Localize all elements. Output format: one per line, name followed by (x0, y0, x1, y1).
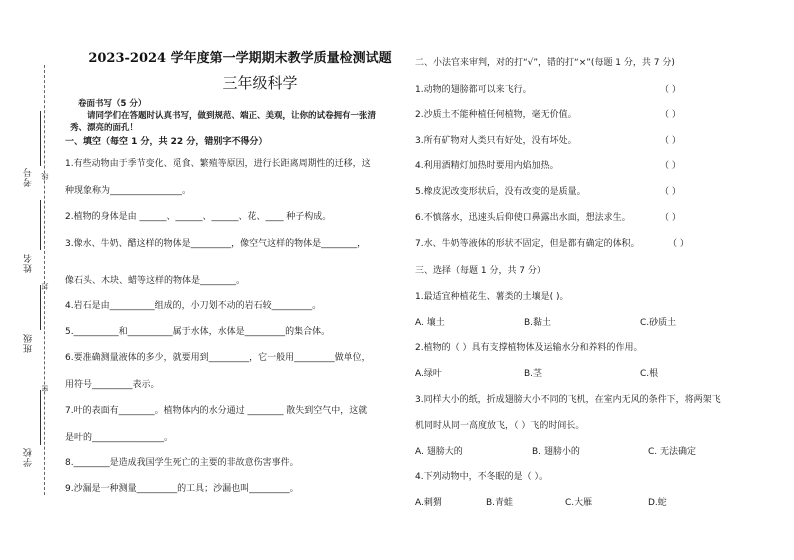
choice-question: 2.植物的（ ）具有支撑植物体及运输水分和养料的作用。 (415, 343, 643, 353)
fill-blank-question: 1.有些动物由于季节变化、觅食、繁殖等原因，进行长距离周期性的迁移，这 (65, 159, 371, 169)
binding-fill-line (40, 200, 41, 250)
choice-option: B.茎 (524, 369, 543, 379)
fill-blank-question: 像石头、木块、蜡等这样的物体是________。 (65, 276, 246, 286)
true-false-question: 3.所有矿物对人类只有好处，没有坏处。 (415, 136, 577, 146)
choice-option: A. 翅膀大的 (415, 447, 463, 457)
binding-fill-line (40, 111, 41, 166)
binding-field-exam-number: 考号 (24, 167, 34, 187)
choice-option: D.蛇 (648, 498, 667, 508)
binding-mark-secret: 密 (41, 385, 49, 392)
binding-field-class: 班级 (24, 333, 34, 353)
instruction-line: 请同学们在答题时认真书写，做到规范、端正、美观，让你的试卷拥有一张清 (87, 111, 377, 121)
answer-parentheses: （ ） (660, 187, 681, 197)
fill-blank-question: 5.__________和__________属于水体，水体是_________的集合体。 (65, 327, 331, 337)
choice-option: B. 翅膀小的 (532, 447, 580, 457)
choice-question: 4.下列动物中，不冬眠的是（ ）。 (415, 472, 548, 482)
answer-parentheses: （ ） (660, 85, 681, 95)
true-false-question: 4.利用酒精灯加热时要用内焰加热。 (415, 161, 559, 171)
choice-question: 机同时从同一高度放飞，（ ）飞的时间长。 (415, 421, 585, 431)
choice-option: B.青蛙 (486, 498, 514, 508)
choice-option: A. 壤土 (415, 318, 445, 328)
section-3-title: 三、选择（每题 1 分，共 7 分） (415, 266, 546, 276)
binding-field-school: 学校 (24, 447, 34, 467)
choice-question: 3.同样大小的纸，折成翅膀大小不同的飞机，在室内无风的条件下，将两架飞 (415, 395, 721, 405)
binding-margin (0, 55, 62, 495)
section-1-title: 一、填空（每空 1 分，共 22 分，错别字不得分） (65, 137, 268, 147)
fill-blank-question: 4.岩石是由__________组成的，小刀划不动的岩石较_________。 (65, 301, 322, 311)
binding-mark-line: 线 (41, 173, 49, 180)
true-false-question: 5.橡皮泥改变形状后，没有改变的是质量。 (415, 187, 586, 197)
choice-option: C.根 (640, 369, 659, 379)
choice-option: A.绿叶 (415, 369, 442, 379)
fill-blank-question: 是叶的________________。 (65, 433, 174, 443)
true-false-question: 2.沙质土不能种植任何植物，毫无价值。 (415, 110, 577, 120)
binding-field-name: 姓名 (24, 253, 34, 273)
binding-dashed-line (44, 65, 45, 495)
choice-option: C.砂质土 (640, 318, 677, 328)
fill-blank-question: 用符号_________表示。 (65, 380, 160, 390)
fill-blank-question: 9.沙漏是一种测量_________的工具；沙漏也叫_________。 (65, 484, 299, 494)
section-2-title: 二、小法官来审判，对的打“√”，错的打“×”(每题 1 分，共 7 分) (415, 58, 675, 68)
answer-parentheses: （ ） (660, 136, 681, 146)
answer-parentheses: （ ） (668, 239, 689, 249)
choice-option: B.黏土 (524, 318, 552, 328)
exam-title: 2023-2024 学年度第一学期期末教学质量检测试题 (88, 51, 392, 66)
true-false-question: 1.动物的翅膀都可以来飞行。 (415, 85, 532, 95)
fill-blank-question: 种现象称为________________。 (65, 186, 192, 196)
exam-subtitle: 三年级科学 (222, 74, 298, 92)
fill-blank-question: 6.要准确测量液体的多少，就要用到_________，它一般用_________做单位， (65, 353, 371, 363)
binding-fill-line (40, 390, 41, 445)
answer-parentheses: （ ） (660, 213, 681, 223)
true-false-question: 7.水、牛奶等液体的形状不固定，但是都有确定的体积。 (415, 239, 640, 249)
binding-fill-line (40, 285, 41, 330)
answer-parentheses: （ ） (660, 110, 681, 120)
fill-blank-question: 3.像水、牛奶、醋这样的物体是_________，像空气这样的物体是________， (65, 239, 367, 249)
binding-mark-seal: 封 (41, 283, 49, 290)
answer-parentheses: （ ） (660, 161, 681, 171)
choice-option: C.大雁 (565, 498, 593, 508)
fill-blank-question: 8.________是造成我国学生死亡的主要的非故意伤害事件。 (65, 458, 299, 468)
instruction-line: 秀、漂亮的面孔！ (70, 123, 139, 133)
fill-blank-question: 7.叶的表面有________。植物体内的水分通过 ________ 散失到空气中，这就 (65, 406, 368, 416)
choice-question: 1.最适宜种植花生、薯类的土壤是( )。 (415, 292, 569, 302)
handwriting-score-label: 卷面书写（5 分） (78, 99, 147, 109)
fill-blank-question: 2.植物的身体是由 ______、______、______、花、____ 种子构成。 (65, 212, 332, 222)
true-false-question: 6.不慎落水，迅速头后仰使口鼻露出水面，想法求生。 (415, 213, 631, 223)
choice-option: C. 无法确定 (648, 447, 697, 457)
choice-option: A.刺猬 (415, 498, 442, 508)
